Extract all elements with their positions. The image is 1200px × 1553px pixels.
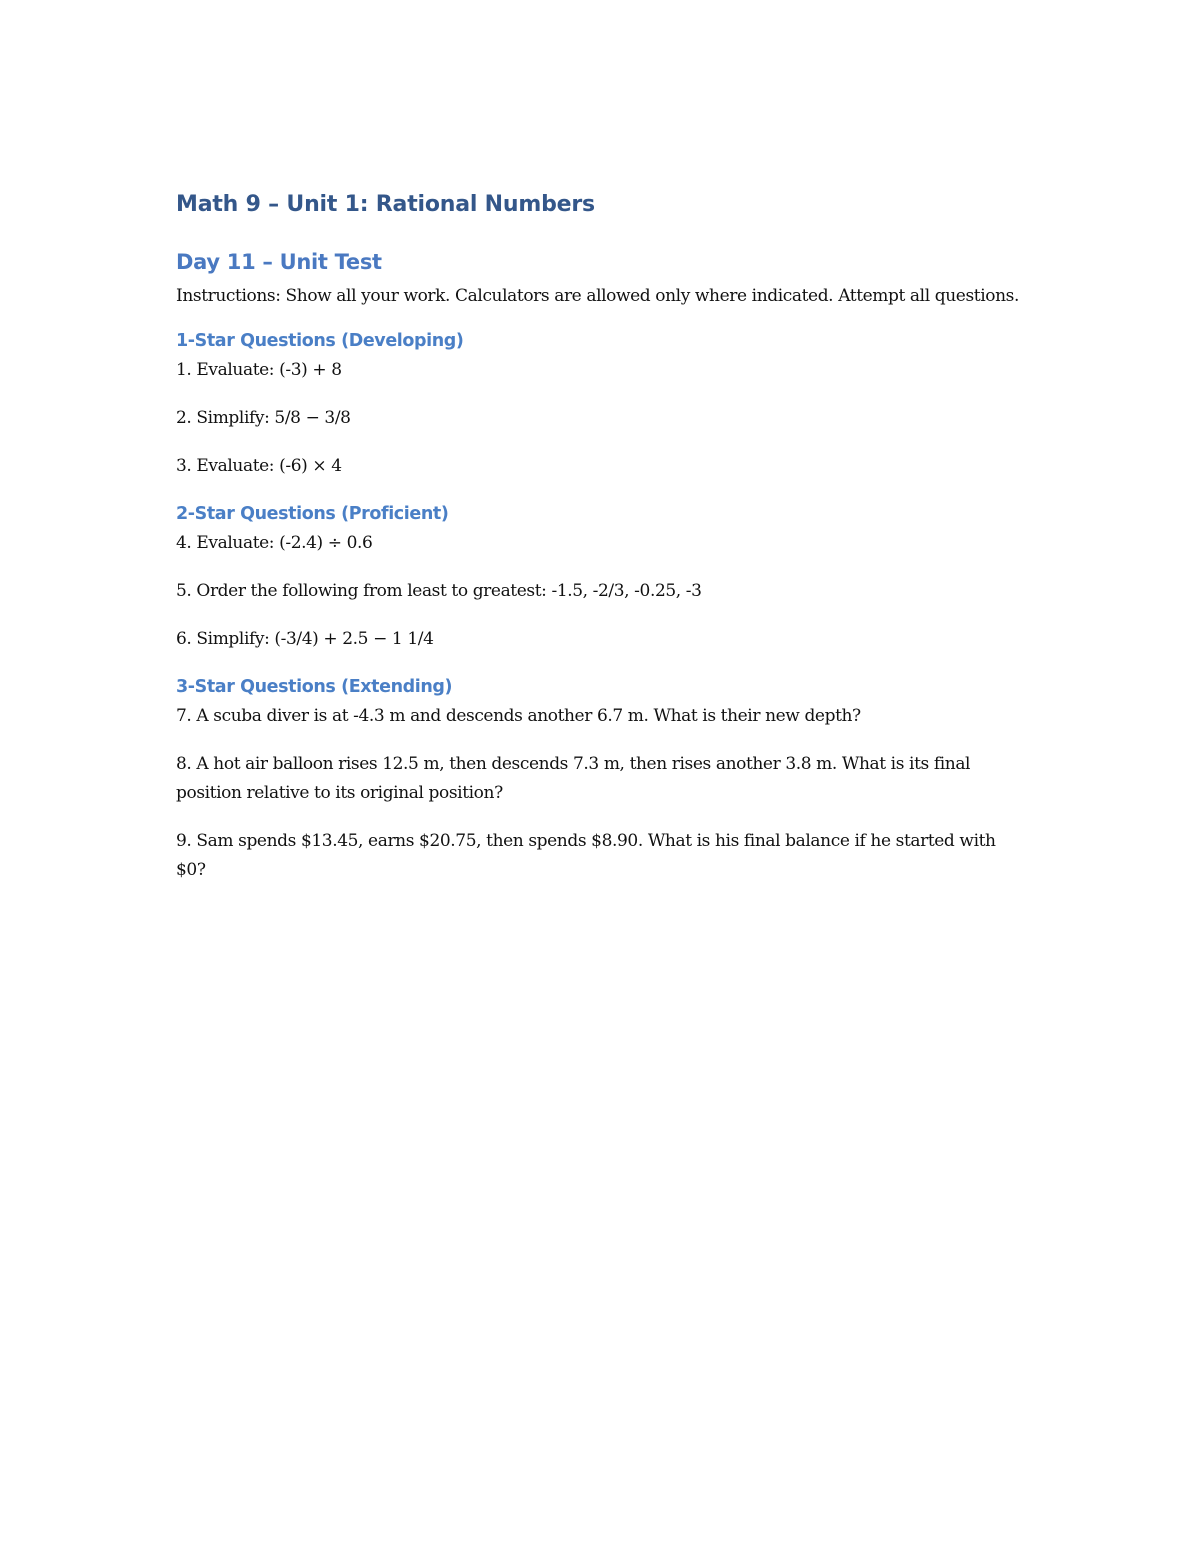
section-2-star <box>176 500 1026 654</box>
question-8: 8. A hot air balloon rises 12.5 m, then descends 7.3 m, then rises another 3.8 m. What is its final position relative to its original position? <box>176 754 971 803</box>
document-subtitle: Day 11 – Unit Test <box>176 250 382 274</box>
question-6: 6. Simplify: (-3/4) + 2.5 − 1 1/4 <box>176 629 434 649</box>
document-title: Math 9 – Unit 1: Rational Numbers <box>176 192 595 217</box>
question-9: 9. Sam spends $13.45, earns $20.75, then spends $8.90. What is his final balance if he started with $0? <box>176 831 996 880</box>
question-7: 7. A scuba diver is at -4.3 m and descends another 6.7 m. What is their new depth? <box>176 706 861 726</box>
question-2: 2. Simplify: 5/8 − 3/8 <box>176 408 351 428</box>
section-heading-2-star: 2-Star Questions (Proficient) <box>176 504 449 524</box>
question-5: 5. Order the following from least to greatest: -1.5, -2/3, -0.25, -3 <box>176 581 702 601</box>
question-1: 1. Evaluate: (-3) + 8 <box>176 360 342 380</box>
question-3: 3. Evaluate: (-6) × 4 <box>176 456 342 476</box>
section-1-star <box>176 327 1026 481</box>
section-heading-3-star: 3-Star Questions (Extending) <box>176 677 453 697</box>
question-4: 4. Evaluate: (-2.4) ÷ 0.6 <box>176 533 373 553</box>
instructions-text: Instructions: Show all your work. Calculators are allowed only where indicated. Attempt all questions. <box>176 286 1019 306</box>
section-heading-1-star: 1-Star Questions (Developing) <box>176 331 464 351</box>
document-page <box>176 188 1026 904</box>
section-3-star <box>176 673 1026 885</box>
